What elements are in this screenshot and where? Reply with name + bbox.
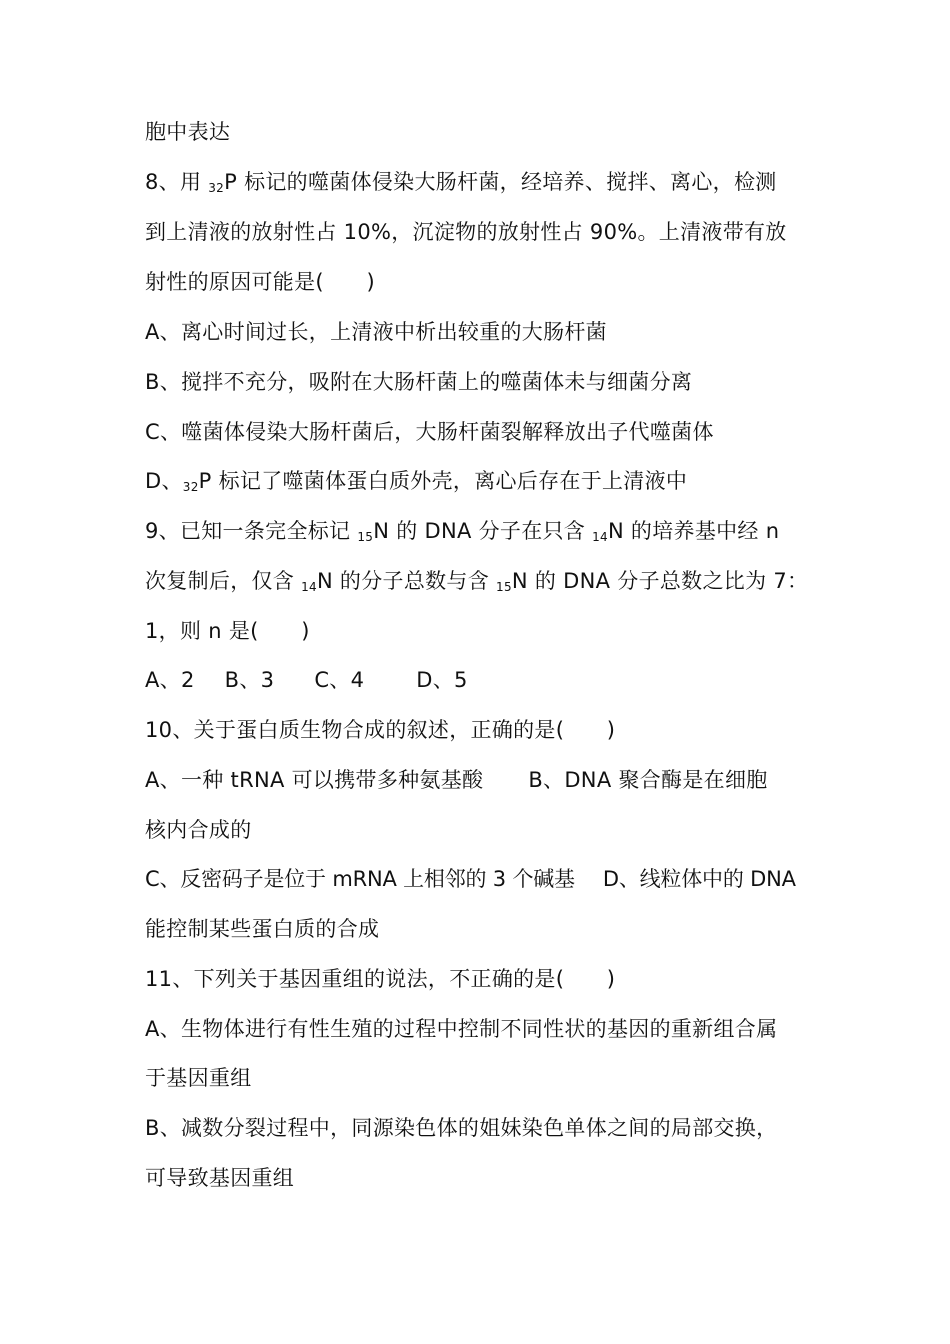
option-c: C、4 bbox=[314, 668, 365, 692]
line-text: 11、下列关于基因重组的说法，不正确的是( ) bbox=[145, 967, 616, 991]
line-text: N 的 DNA 分子总数之比为 7： bbox=[511, 569, 809, 593]
question-10-options-ab bbox=[145, 766, 768, 794]
line-text: P 标记的噬菌体侵染大肠杆菌，经培养、搅拌、离心，检测 bbox=[224, 170, 777, 194]
text-line bbox=[145, 567, 808, 601]
line-text: N 的培养基中经 n bbox=[607, 519, 780, 543]
subscript: 32 bbox=[182, 480, 199, 494]
question-8-option-c bbox=[145, 418, 714, 446]
line-text: 射性的原因可能是( ) bbox=[145, 270, 375, 294]
option-text: D、 bbox=[145, 469, 183, 493]
question-9-options bbox=[145, 666, 468, 694]
option-b: B、DNA 聚合酶是在细胞 bbox=[528, 768, 768, 792]
line-text: 次复制后，仅含 bbox=[145, 569, 302, 593]
option-text: B、搅拌不充分，吸附在大肠杆菌上的噬菌体未与细菌分离 bbox=[145, 370, 693, 394]
option-c: C、反密码子是位于 mRNA 上相邻的 3 个碱基 bbox=[145, 867, 575, 891]
option-a: A、2 bbox=[145, 668, 195, 692]
subscript: 15 bbox=[357, 530, 374, 544]
line-text: 核内合成的 bbox=[145, 818, 252, 842]
line-text: 10、关于蛋白质生物合成的叙述，正确的是( ) bbox=[145, 718, 616, 742]
subscript: 14 bbox=[592, 530, 608, 544]
subscript: 15 bbox=[496, 580, 512, 594]
question-10-stem bbox=[145, 716, 615, 744]
text-line bbox=[145, 915, 379, 943]
line-text: 可导致基因重组 bbox=[145, 1166, 295, 1190]
subscript: 32 bbox=[208, 181, 225, 195]
text-line bbox=[145, 1064, 252, 1092]
question-10-options-cd bbox=[145, 865, 796, 893]
text-line bbox=[145, 1164, 294, 1192]
option-text: A、生物体进行有性生殖的过程中控制不同性状的基因的重新组合属 bbox=[145, 1017, 778, 1041]
text-line bbox=[145, 218, 787, 246]
option-d: D、线粒体中的 DNA bbox=[602, 867, 796, 891]
line-text: 能控制某些蛋白质的合成 bbox=[145, 917, 380, 941]
option-a: A、一种 tRNA 可以携带多种氨基酸 bbox=[145, 768, 484, 792]
option-text: B、减数分裂过程中，同源染色体的姐妹染色单体之间的局部交换， bbox=[145, 1116, 778, 1140]
line-text: 1，则 n 是( ) bbox=[145, 619, 310, 643]
option-text: C、噬菌体侵染大肠杆菌后，大肠杆菌裂解释放出子代噬菌体 bbox=[145, 420, 714, 444]
question-8-stem bbox=[145, 168, 777, 202]
text-line bbox=[145, 118, 230, 146]
question-11-option-a bbox=[145, 1015, 777, 1043]
line-text: 胞中表达 bbox=[145, 120, 231, 144]
text-line bbox=[145, 268, 375, 296]
text-line bbox=[145, 617, 310, 645]
question-11-stem bbox=[145, 965, 615, 993]
subscript: 14 bbox=[301, 580, 317, 594]
question-9-stem bbox=[145, 517, 779, 551]
option-b: B、3 bbox=[224, 668, 275, 692]
line-text: N 的分子总数与含 bbox=[316, 569, 497, 593]
question-8-option-b bbox=[145, 368, 692, 396]
question-8-option-a bbox=[145, 318, 607, 346]
line-text: 8、用 bbox=[145, 170, 209, 194]
line-text: 到上清液的放射性占 10%，沉淀物的放射性占 90%。上清液带有放 bbox=[145, 220, 787, 244]
option-d: D、5 bbox=[416, 668, 468, 692]
option-text: A、离心时间过长，上清液中析出较重的大肠杆菌 bbox=[145, 320, 607, 344]
question-11-option-b bbox=[145, 1114, 777, 1142]
line-text: 9、已知一条完全标记 bbox=[145, 519, 358, 543]
line-text: N 的 DNA 分子在只含 bbox=[373, 519, 593, 543]
line-text: 于基因重组 bbox=[145, 1066, 252, 1090]
question-8-option-d bbox=[145, 467, 687, 501]
option-text: P 标记了噬菌体蛋白质外壳，离心后存在于上清液中 bbox=[198, 469, 688, 493]
text-line bbox=[145, 816, 252, 844]
